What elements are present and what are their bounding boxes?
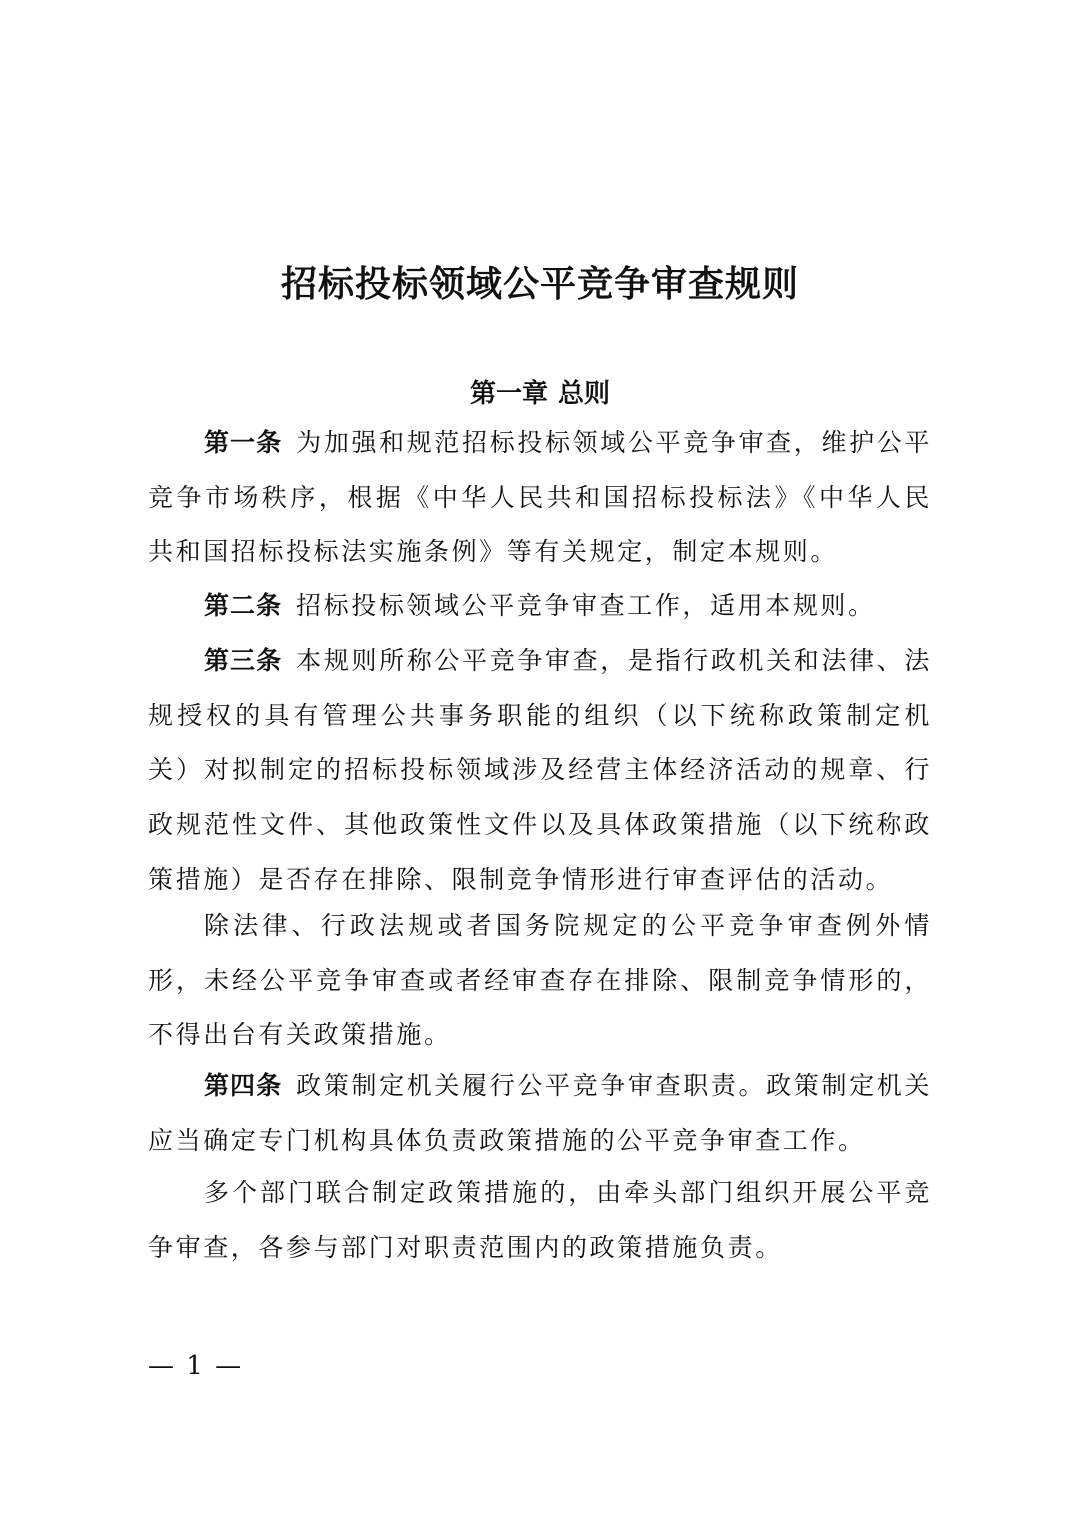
article-1-text: 为加强和规范招标投标领域公平竞争审查，维护公平竞争市场秩序，根据《中华人民共和国招标投标法》《中华人民共和国招标投标法实施条例》等有关规定，制定本规则。: [148, 428, 932, 567]
article-4-continuation: 多个部门联合制定政策措施的，由牵头部门组织开展公平竞争审查，各参与部门对职责范围内的政策措施负责。: [148, 1178, 932, 1262]
article-3: [148, 634, 932, 908]
article-3-label: 第三条: [204, 646, 283, 675]
article-2-text: 招标投标领域公平竞争审查工作，适用本规则。: [296, 591, 876, 620]
article-4: [148, 1059, 932, 1168]
article-4-label: 第四条: [204, 1071, 283, 1100]
article-2-label: 第二条: [204, 591, 283, 620]
article-1-label: 第一条: [204, 428, 283, 457]
chapter-name: 总则: [558, 379, 611, 409]
page-number: — 1 —: [148, 1351, 244, 1381]
article-3-text: 本规则所称公平竞争审查，是指行政机关和法律、法规授权的具有管理公共事务职能的组织（以下统称政策制定机关）对拟制定的招标投标领域涉及经营主体经济活动的规章、行政规范性文件、其他政策性文件以及具体政策措施（以下统称政策措施）是否存在排除、限制竞争情形进行审查评估的活动。: [148, 646, 932, 894]
chapter-heading: [0, 372, 1080, 416]
article-1: [148, 416, 932, 580]
article-4-text: 政策制定机关履行公平竞争审查职责。政策制定机关应当确定专门机构具体负责政策措施的公平竞争审查工作。: [148, 1071, 932, 1155]
article-3-continuation: 除法律、行政法规或者国务院规定的公平竞争审查例外情形，未经公平竞争审查或者经审查存在排除、限制竞争情形的，不得出台有关政策措施。: [148, 911, 932, 1050]
article-2: [148, 579, 932, 634]
chapter-number: 第一章: [469, 379, 548, 409]
document-title: 招标投标领域公平竞争审查规则: [280, 264, 799, 305]
